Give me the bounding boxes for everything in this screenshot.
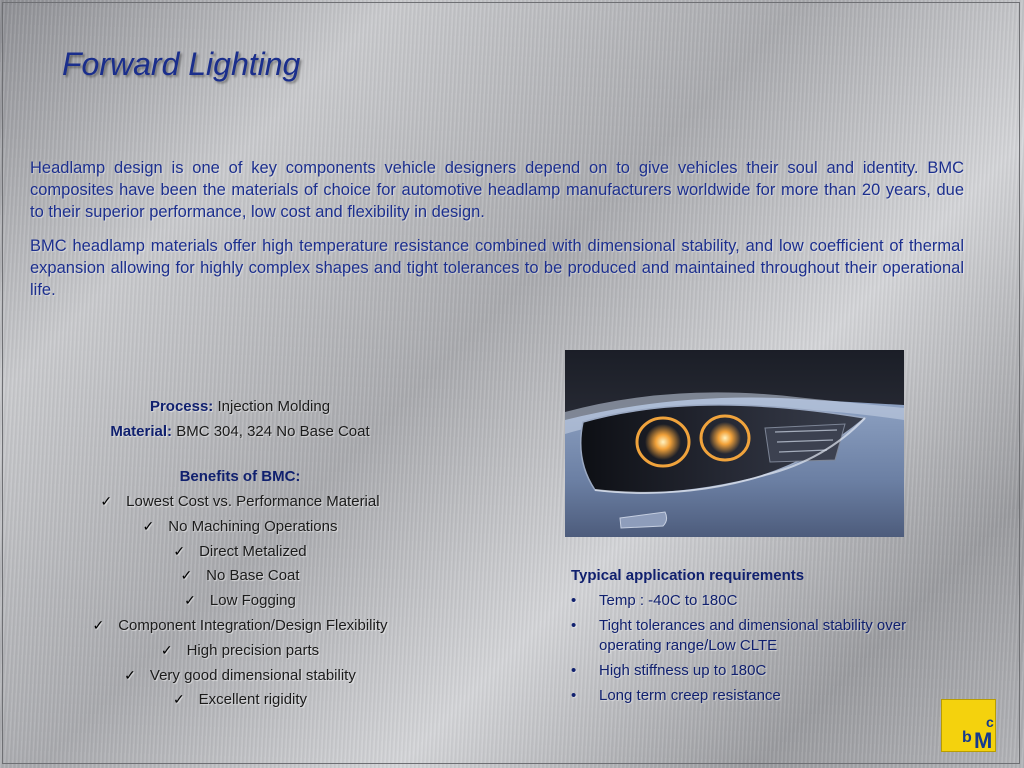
benefit-text: High precision parts (186, 641, 320, 659)
headlamp-photo (565, 350, 904, 537)
benefit-item (40, 666, 440, 691)
benefits-title: Benefits of BMC: (179, 468, 301, 485)
benefit-text: No Base Coat (206, 567, 300, 585)
benefit-text: Direct Metalized (199, 542, 307, 560)
benefit-text: Low Fogging (209, 592, 296, 610)
process-value: Injection Molding (217, 398, 331, 415)
benefit-item (40, 690, 440, 715)
benefit-item (40, 641, 440, 666)
check-icon: ✓ (142, 517, 155, 534)
check-icon: ✓ (172, 691, 185, 708)
intro-paragraph-1: Headlamp design is one of key components vehicle designers depend on to give vehicles their soul and identity. BMC composites have been the materials of choice for automotive headlamp manufacturers worldwide for more than 20 years, due to their superior performance, low cost and flexibility in design. (30, 159, 964, 221)
headlamp-illustration (565, 350, 904, 537)
requirement-text: High stiffness up to 180C (599, 662, 767, 679)
material-line (60, 423, 420, 440)
logo-letter-m: M (974, 728, 993, 753)
bullet-icon: • (571, 687, 577, 704)
logo-letter-b: b (962, 729, 972, 746)
process-label: Process: (149, 398, 214, 415)
benefit-item (40, 591, 440, 616)
check-icon: ✓ (184, 592, 196, 609)
check-icon: ✓ (92, 616, 105, 633)
slide-title: Forward Lighting (62, 46, 301, 82)
logo-letter-c: c (986, 714, 994, 730)
benefits-list (40, 492, 440, 715)
requirement-item (571, 591, 961, 611)
check-icon: ✓ (160, 641, 173, 658)
bullet-icon: • (571, 617, 577, 634)
process-line (60, 398, 420, 415)
benefit-item (40, 492, 440, 517)
check-icon: ✓ (124, 666, 136, 683)
benefit-item (40, 616, 440, 641)
bmc-logo (941, 699, 996, 752)
requirement-item (571, 661, 961, 681)
requirements-list (571, 591, 961, 711)
check-icon: ✓ (180, 567, 193, 584)
material-label: Material: (110, 423, 173, 440)
requirement-text: Tight tolerances and dimensional stability over operating range/Low CLTE (599, 617, 907, 654)
benefit-item (40, 542, 440, 567)
benefit-text: Very good dimensional stability (149, 666, 356, 684)
bullet-icon: • (571, 662, 577, 679)
check-icon: ✓ (173, 542, 186, 559)
bullet-icon: • (571, 592, 577, 609)
intro-text (30, 157, 964, 313)
benefit-text: Lowest Cost vs. Performance Material (126, 493, 380, 510)
requirement-item (571, 616, 961, 656)
benefit-text: Excellent rigidity (198, 691, 308, 709)
benefit-item (40, 517, 440, 542)
requirement-item (571, 686, 961, 706)
benefit-item (40, 566, 440, 591)
intro-paragraph-2: BMC headlamp materials offer high temperature resistance combined with dimensional stability, and low coefficient of thermal expansion allowing for highly complex shapes and tight tolerances to be produced and maintained throughout their operational life. (30, 237, 964, 299)
requirement-text: Temp : -40C to 180C (599, 592, 738, 609)
check-icon: ✓ (100, 493, 113, 509)
benefit-text: No Machining Operations (168, 517, 338, 535)
benefit-text: Component Integration/Design Flexibility (118, 616, 388, 634)
requirements-title: Typical application requirements (571, 567, 805, 584)
requirement-text: Long term creep resistance (599, 687, 781, 704)
material-value: BMC 304, 324 No Base Coat (176, 423, 370, 440)
